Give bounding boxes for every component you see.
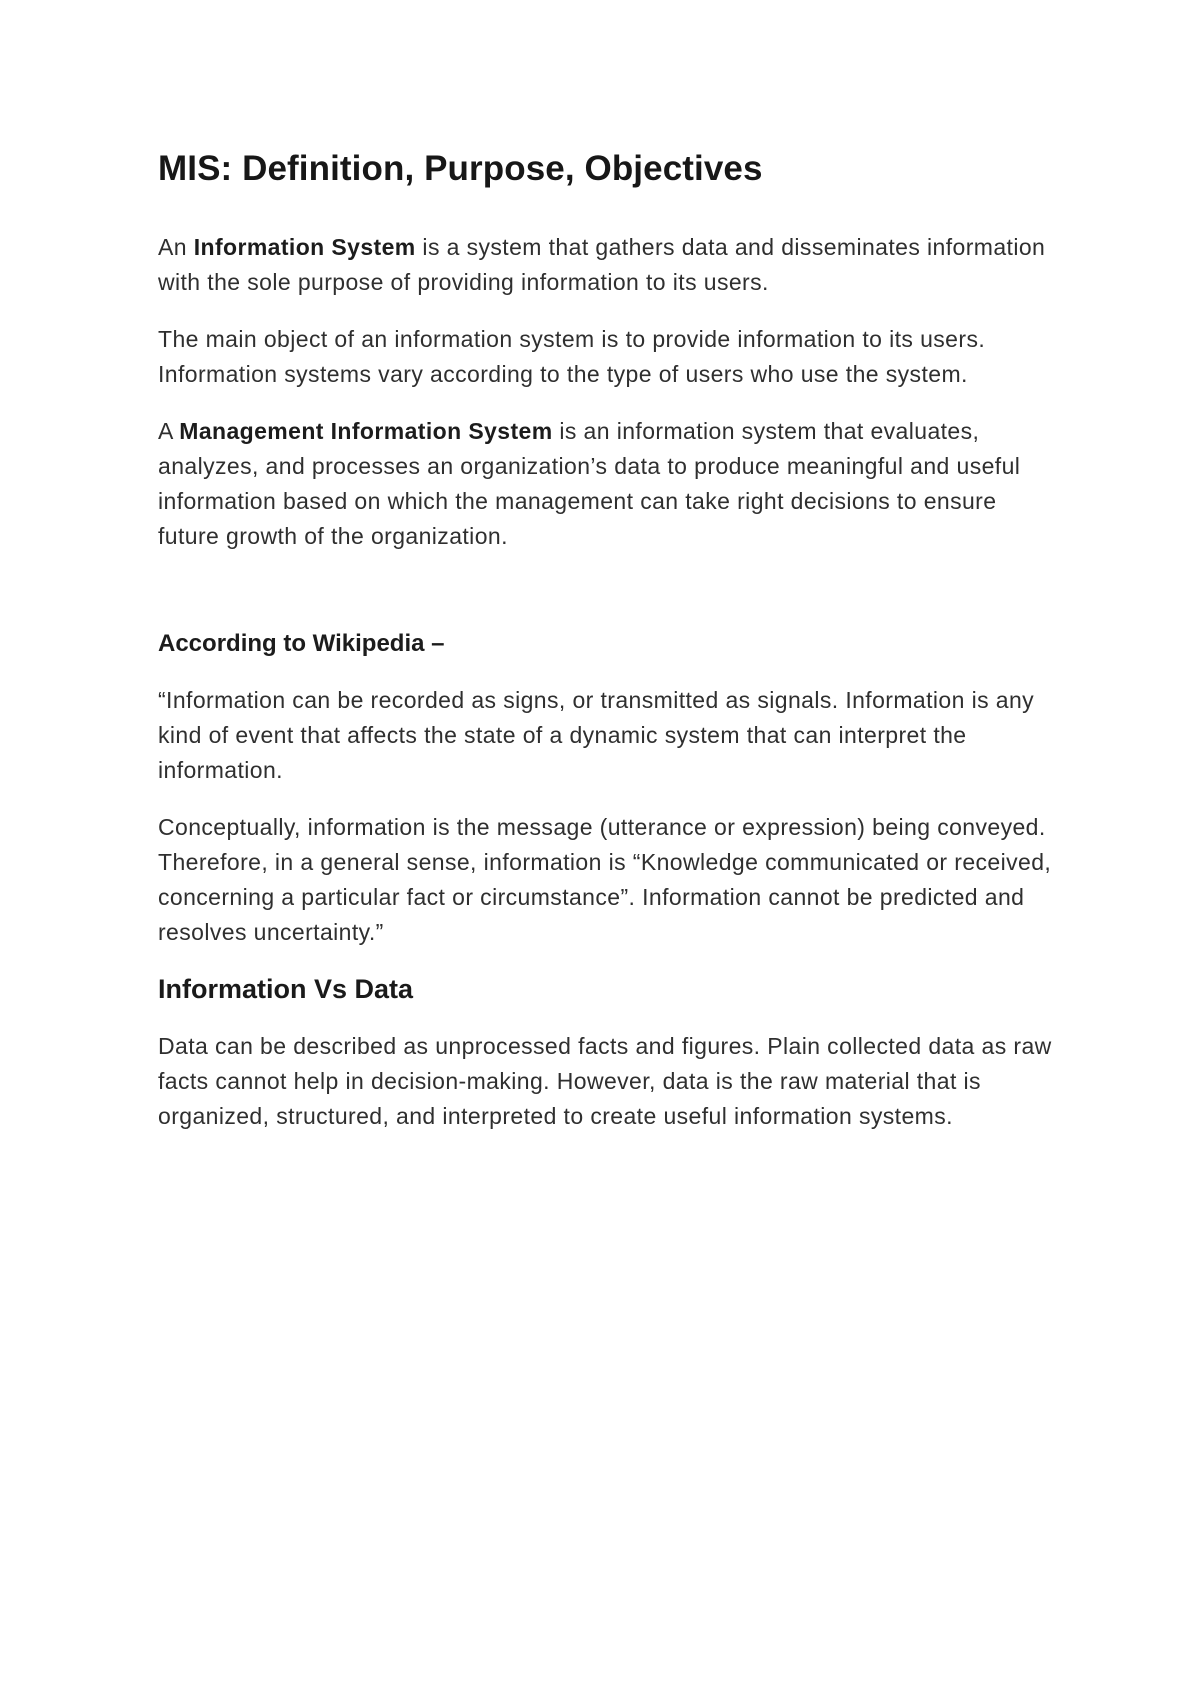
wikipedia-heading: According to Wikipedia –: [158, 630, 445, 657]
paragraph-text: is an information system that evaluates, analyzes, and processes an organization’s data to produce meaningful and useful information based on which the management can take right decisions to ensure future growth of the organization.: [158, 418, 1021, 549]
paragraph-main-object: The main object of an information system is to provide information to its users. Information systems vary according to the type of users who use the system.: [158, 326, 986, 387]
paragraph-information-system: [158, 230, 1058, 300]
paragraph-data-definition: Data can be described as unprocessed facts and figures. Plain collected data as raw facts cannot help in decision-making. However, data is the raw material that is organized, structured, and interpreted to create useful information systems.: [158, 1033, 1052, 1130]
paragraph-text: is a system that gathers data and disseminates information with the sole purpose of providing information to its users.: [158, 234, 1046, 295]
page-title: MIS: Definition, Purpose, Objectives: [158, 149, 763, 188]
paragraph-mis: [158, 414, 1058, 554]
quote-paragraph-1: “Information can be recorded as signs, or transmitted as signals. Information is any kind of event that affects the state of a dynamic system that can interpret the information.: [158, 687, 1035, 783]
paragraph-text: A: [158, 418, 180, 444]
section-heading-information-vs-data: Information Vs Data: [158, 974, 414, 1004]
document-content: [158, 148, 1058, 1134]
quote-paragraph-2: Conceptually, information is the message (utterance or expression) being conveyed. Therefore, in a general sense, information is “Knowledge communicated or received, concerning a particular fact or circumstance”. Information cannot be predicted and resolves uncertainty.”: [158, 814, 1052, 945]
paragraph-text: An: [158, 234, 194, 260]
term-management-information-system: Management Information System: [179, 418, 553, 444]
term-information-system: Information System: [193, 234, 416, 260]
